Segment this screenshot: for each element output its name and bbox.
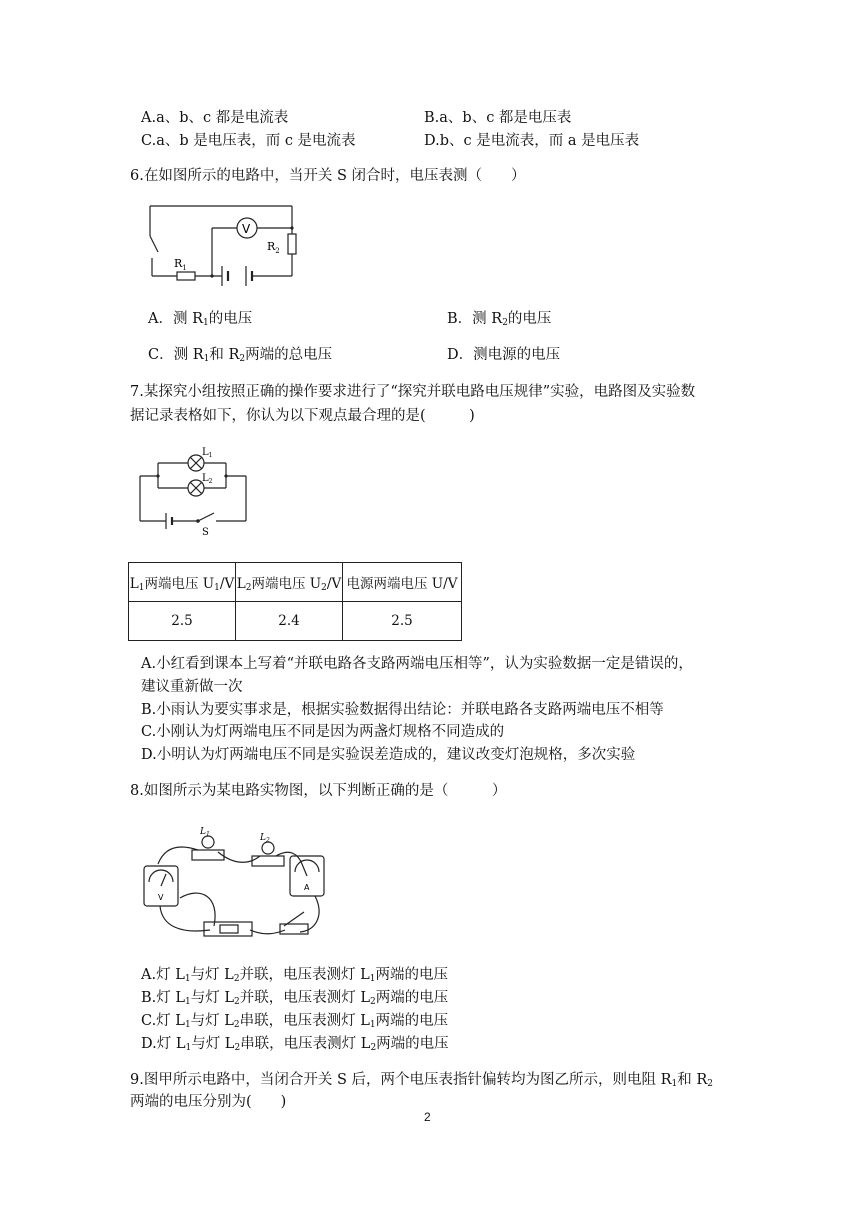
l2-label: $L_2$ <box>202 473 213 485</box>
q7-option-c: C.小刚认为灯两端电压不同是因为两盏灯规格不同造成的 <box>141 724 505 740</box>
q8-option-b: B.灯 $L_1$与灯 $L_2$并联，电压表测灯 $L_2$两端的电压 <box>141 990 449 1007</box>
voltmeter-label: V <box>158 893 164 902</box>
q5-option-b: B.a、b、c 都是电压表 <box>424 110 572 126</box>
table-header-row <box>129 563 462 602</box>
q5-option-d: D.b、c 是电流表，而 a 是电压表 <box>424 133 640 149</box>
q7-option-a-line1: A.小红看到课本上写着“并联电路各支路两端电压相等”，认为实验数据一定是错误的， <box>141 656 693 672</box>
q8-stem: 8.如图所示为某电路实物图，以下判断正确的是（ ） <box>130 783 507 799</box>
table-cell: 2.5 <box>129 602 236 641</box>
table-header-cell: 电源两端电压 U/V <box>343 563 462 602</box>
l2-label: $L_2$ <box>260 833 270 844</box>
q9-stem-line2: 两端的电压分别为( ) <box>130 1094 287 1110</box>
q5-option-c: C.a、b 是电压表，而 c 是电流表 <box>141 133 356 149</box>
page-number: 2 <box>424 1110 431 1124</box>
q8-option-c: C.灯 $L_1$与灯 $L_2$串联，电压表测灯 $L_1$两端的电压 <box>141 1013 449 1030</box>
table-cell: 2.5 <box>343 602 462 641</box>
q6-option-d: D．测电源的电压 <box>447 347 561 363</box>
r1-label: $R_1$ <box>174 257 187 272</box>
q6-option-a: A．测 $R_1$的电压 <box>148 311 253 328</box>
table-cell: 2.4 <box>236 602 343 641</box>
q6-option-b: B．测 $R_2$的电压 <box>447 311 552 328</box>
q5-option-a: A.a、b、c 都是电流表 <box>141 110 289 126</box>
q7-circuit-diagram <box>136 441 266 536</box>
q6-circuit-diagram <box>140 196 310 291</box>
q7-data-table <box>128 562 462 641</box>
q9-stem-line1: 9.图甲所示电路中，当闭合开关 S 后，两个电压表指针偏转均为图乙所示，则电阻 $R_1$和 $R_2$ <box>130 1072 714 1089</box>
q7-option-d: D.小明认为灯两端电压不同是实验误差造成的，建议改变灯泡规格，多次实验 <box>141 747 636 763</box>
r2-label: $R_2$ <box>267 240 280 255</box>
q6-option-c: C．测 $R_1$和 $R_2$两端的总电压 <box>148 347 333 364</box>
q7-stem-line1: 7.某探究小组按照正确的操作要求进行了“探究并联电路电压规律”实验，电路图及实验数 <box>130 384 696 400</box>
q8-option-d: D.灯 $L_1$与灯 $L_2$串联，电压表测灯 $L_2$两端的电压 <box>141 1036 449 1053</box>
q8-physical-circuit-picture <box>140 826 340 941</box>
table-header-cell: $L_1$两端电压 $U_1/V$ <box>129 563 236 602</box>
table-row <box>129 602 462 641</box>
l1-label: $L_1$ <box>202 447 213 459</box>
l1-label: $L_1$ <box>200 827 210 838</box>
ammeter-label: A <box>304 883 310 892</box>
voltmeter-label: V <box>242 222 251 236</box>
q8-option-a: A.灯 $L_1$与灯 $L_2$并联，电压表测灯 $L_1$两端的电压 <box>141 967 449 984</box>
q7-option-b: B.小雨认为要实事求是，根据实验数据得出结论：并联电路各支路两端电压不相等 <box>141 702 664 718</box>
switch-label: S <box>202 527 209 538</box>
q6-stem: 6.在如图所示的电路中，当开关 S 闭合时，电压表测（ ） <box>130 168 526 184</box>
table-header-cell: $L_2$两端电压 $U_2/V$ <box>236 563 343 602</box>
q7-stem-line2: 据记录表格如下，你认为以下观点最合理的是( ) <box>130 408 475 424</box>
q7-option-a-line2: 建议重新做一次 <box>141 679 243 695</box>
